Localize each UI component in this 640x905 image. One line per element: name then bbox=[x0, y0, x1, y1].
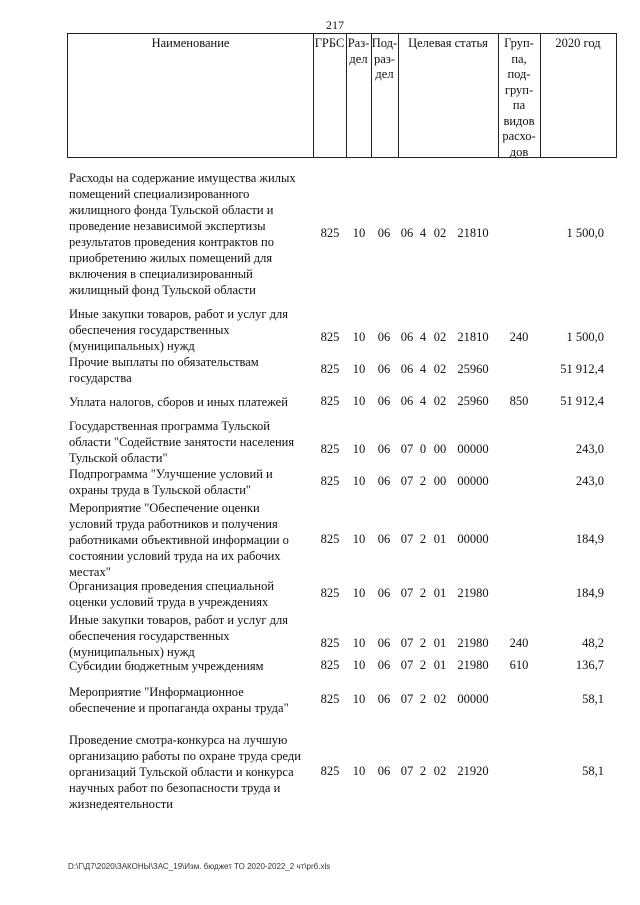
cell-cs2: 2 bbox=[419, 692, 427, 706]
row-name-line: Прочие выплаты по обязательствам bbox=[69, 355, 259, 369]
header-gruppa-line: груп- bbox=[504, 82, 534, 97]
divider bbox=[313, 34, 314, 157]
header-razdel-line: Раз- bbox=[347, 36, 370, 50]
row-name bbox=[69, 500, 314, 580]
header-podrazdel-line: раз- bbox=[374, 51, 395, 66]
table-row bbox=[67, 466, 627, 498]
cell-amount: 184,9 bbox=[575, 586, 604, 600]
row-name-line: (муниципальных) нужд bbox=[69, 339, 195, 353]
row-name-line: помещений специализированного bbox=[69, 187, 250, 201]
cell-grbs: 825 bbox=[320, 692, 340, 706]
cell-cs1: 07 bbox=[400, 532, 414, 546]
cell-cs3: 02 bbox=[433, 330, 447, 344]
cell-amount: 58,1 bbox=[582, 764, 604, 778]
cell-cs2: 4 bbox=[419, 226, 427, 240]
cell-cs2: 2 bbox=[419, 658, 427, 672]
cell-pr: 06 bbox=[377, 474, 391, 488]
cell-grbs: 825 bbox=[320, 474, 340, 488]
cell-vr: 610 bbox=[509, 658, 529, 672]
row-name-line: условий труда работников и получения bbox=[69, 517, 278, 531]
row-name bbox=[69, 684, 314, 716]
cell-amount: 48,2 bbox=[582, 636, 604, 650]
page-number: 217 bbox=[326, 18, 344, 32]
cell-cs1: 07 bbox=[400, 442, 414, 456]
header-name: Наименование bbox=[151, 36, 230, 50]
cell-grbs: 825 bbox=[320, 442, 340, 456]
cell-cs3: 00 bbox=[433, 474, 447, 488]
row-name-line: организаций Тульской области и конкурса bbox=[69, 765, 294, 779]
row-name-line: обеспечения государственных bbox=[69, 629, 230, 643]
cell-cs3: 02 bbox=[433, 764, 447, 778]
header-gruppa-line: Груп- bbox=[504, 36, 534, 50]
cell-cs4: 21980 bbox=[457, 636, 489, 650]
header-grbs: ГРБС bbox=[314, 36, 345, 50]
cell-cs2: 4 bbox=[419, 362, 427, 376]
divider bbox=[398, 34, 399, 157]
cell-pr: 06 bbox=[377, 442, 391, 456]
row-name bbox=[69, 418, 314, 466]
cell-rz: 10 bbox=[352, 394, 366, 408]
row-name-line: Уплата налогов, сборов и иных платежей bbox=[69, 395, 288, 409]
cell-cs3: 02 bbox=[433, 692, 447, 706]
cell-cs3: 01 bbox=[433, 658, 447, 672]
cell-cs1: 07 bbox=[400, 764, 414, 778]
table-row bbox=[67, 612, 627, 660]
header-celevaya: Целевая статья bbox=[408, 36, 488, 50]
table-row bbox=[67, 170, 627, 298]
cell-pr: 06 bbox=[377, 362, 391, 376]
cell-rz: 10 bbox=[352, 636, 366, 650]
row-name-line: Мероприятие "Обеспечение оценки bbox=[69, 501, 260, 515]
cell-cs4: 21810 bbox=[457, 226, 489, 240]
row-name-line: Иные закупки товаров, работ и услуг для bbox=[69, 307, 289, 321]
row-name bbox=[69, 732, 314, 812]
cell-pr: 06 bbox=[377, 330, 391, 344]
table-header bbox=[67, 33, 617, 158]
row-name-line: Расходы на содержание имущества жилых bbox=[69, 171, 296, 185]
cell-grbs: 825 bbox=[320, 330, 340, 344]
cell-cs2: 2 bbox=[419, 532, 427, 546]
header-razdel bbox=[346, 36, 371, 67]
row-name-line: Мероприятие "Информационное bbox=[69, 685, 244, 699]
table-row bbox=[67, 684, 627, 716]
cell-grbs: 825 bbox=[320, 764, 340, 778]
table-row bbox=[67, 732, 627, 812]
cell-cs1: 06 bbox=[400, 330, 414, 344]
cell-grbs: 825 bbox=[320, 394, 340, 408]
cell-cs4: 25960 bbox=[457, 362, 489, 376]
row-name-line: Тульской области" bbox=[69, 451, 168, 465]
table-row bbox=[67, 394, 627, 410]
row-name-line: Государственная программа Тульской bbox=[69, 419, 270, 433]
divider bbox=[540, 34, 541, 157]
cell-cs1: 07 bbox=[400, 586, 414, 600]
row-name-line: Проведение смотра-конкурса на лучшую bbox=[69, 733, 288, 747]
cell-vr: 240 bbox=[509, 636, 529, 650]
row-name-line: приобретению жилых помещений для bbox=[69, 251, 273, 265]
cell-rz: 10 bbox=[352, 474, 366, 488]
row-name bbox=[69, 170, 314, 298]
cell-cs1: 06 bbox=[400, 226, 414, 240]
cell-cs4: 00000 bbox=[457, 692, 489, 706]
cell-grbs: 825 bbox=[320, 658, 340, 672]
cell-cs1: 07 bbox=[400, 636, 414, 650]
cell-pr: 06 bbox=[377, 692, 391, 706]
cell-vr: 240 bbox=[509, 330, 529, 344]
cell-amount: 51 912,4 bbox=[560, 362, 604, 376]
cell-cs1: 07 bbox=[400, 474, 414, 488]
row-name-line: жилищный фонд Тульской области bbox=[69, 283, 256, 297]
row-name-line: проведение независимой экспертизы bbox=[69, 219, 266, 233]
cell-grbs: 825 bbox=[320, 226, 340, 240]
cell-cs1: 06 bbox=[400, 362, 414, 376]
cell-pr: 06 bbox=[377, 658, 391, 672]
cell-cs2: 2 bbox=[419, 474, 427, 488]
cell-amount: 243,0 bbox=[575, 442, 604, 456]
cell-grbs: 825 bbox=[320, 586, 340, 600]
cell-cs3: 02 bbox=[433, 226, 447, 240]
cell-cs2: 4 bbox=[419, 394, 427, 408]
row-name-line: охраны труда в Тульской области" bbox=[69, 483, 252, 497]
cell-cs3: 02 bbox=[433, 394, 447, 408]
row-name-line: организацию работы по охране труда среди bbox=[69, 749, 301, 763]
cell-cs3: 02 bbox=[433, 362, 447, 376]
row-name-line: обеспечение и пропаганда охраны труда" bbox=[69, 701, 289, 715]
row-name bbox=[69, 658, 314, 674]
cell-pr: 06 bbox=[377, 532, 391, 546]
cell-rz: 10 bbox=[352, 586, 366, 600]
header-podrazdel bbox=[371, 36, 398, 83]
header-podrazdel-line: Под- bbox=[371, 36, 398, 50]
table-row bbox=[67, 500, 627, 580]
row-name-line: Подпрограмма "Улучшение условий и bbox=[69, 467, 273, 481]
cell-cs4: 21980 bbox=[457, 586, 489, 600]
cell-cs4: 21920 bbox=[457, 764, 489, 778]
cell-grbs: 825 bbox=[320, 532, 340, 546]
cell-cs3: 00 bbox=[433, 442, 447, 456]
cell-rz: 10 bbox=[352, 330, 366, 344]
row-name-line: обеспечения государственных bbox=[69, 323, 230, 337]
cell-cs2: 0 bbox=[419, 442, 427, 456]
header-gruppa-line: видов bbox=[503, 113, 535, 128]
cell-amount: 1 500,0 bbox=[566, 226, 604, 240]
cell-rz: 10 bbox=[352, 442, 366, 456]
cell-cs1: 07 bbox=[400, 658, 414, 672]
cell-amount: 58,1 bbox=[582, 692, 604, 706]
cell-cs2: 2 bbox=[419, 636, 427, 650]
cell-cs3: 01 bbox=[433, 636, 447, 650]
cell-cs2: 2 bbox=[419, 764, 427, 778]
table-row bbox=[67, 658, 627, 674]
header-gruppa-line: дов bbox=[509, 144, 529, 159]
cell-pr: 06 bbox=[377, 394, 391, 408]
table-row bbox=[67, 354, 627, 386]
file-path-footer: D:\Г\Д7\2020\ЗАКОНЫ\ЗАС_19\Изм. бюджет ТО 2020-2022_2 чт\prб.xls bbox=[68, 862, 331, 871]
header-gruppa-line: под- bbox=[507, 67, 531, 81]
cell-cs2: 2 bbox=[419, 586, 427, 600]
header-gruppa bbox=[498, 36, 540, 160]
row-name bbox=[69, 578, 314, 610]
header-podrazdel-line: дел bbox=[375, 67, 394, 81]
cell-cs4: 00000 bbox=[457, 442, 489, 456]
cell-amount: 136,7 bbox=[575, 658, 604, 672]
cell-rz: 10 bbox=[352, 532, 366, 546]
cell-grbs: 825 bbox=[320, 362, 340, 376]
cell-vr: 850 bbox=[509, 394, 529, 408]
row-name-line: Субсидии бюджетным учреждениям bbox=[69, 659, 264, 673]
cell-cs4: 00000 bbox=[457, 532, 489, 546]
row-name-line: состоянии условий труда на их рабочих bbox=[69, 549, 281, 563]
cell-cs3: 01 bbox=[433, 532, 447, 546]
row-name-line: жилищного фонда Тульской области и bbox=[69, 203, 274, 217]
row-name bbox=[69, 612, 314, 660]
cell-cs2: 4 bbox=[419, 330, 427, 344]
row-name bbox=[69, 466, 314, 498]
cell-amount: 1 500,0 bbox=[566, 330, 604, 344]
cell-amount: 243,0 bbox=[575, 474, 604, 488]
cell-cs4: 21810 bbox=[457, 330, 489, 344]
row-name bbox=[69, 394, 314, 410]
row-name-line: государства bbox=[69, 371, 132, 385]
row-name bbox=[69, 306, 314, 354]
cell-cs4: 25960 bbox=[457, 394, 489, 408]
row-name-line: (муниципальных) нужд bbox=[69, 645, 195, 659]
row-name-line: результатов проведения контрактов по bbox=[69, 235, 274, 249]
header-razdel-line: дел bbox=[349, 51, 368, 66]
header-gruppa-line: расхо- bbox=[502, 129, 536, 143]
cell-rz: 10 bbox=[352, 764, 366, 778]
row-name-line: местах" bbox=[69, 565, 111, 579]
row-name-line: области "Содействие занятости населения bbox=[69, 435, 295, 449]
row-name-line: включения в специализированный bbox=[69, 267, 253, 281]
cell-pr: 06 bbox=[377, 636, 391, 650]
header-gruppa-line: па bbox=[512, 98, 526, 112]
cell-pr: 06 bbox=[377, 586, 391, 600]
cell-pr: 06 bbox=[377, 226, 391, 240]
table-row bbox=[67, 578, 627, 610]
cell-amount: 51 912,4 bbox=[560, 394, 604, 408]
cell-cs1: 07 bbox=[400, 692, 414, 706]
row-name-line: Организация проведения специальной bbox=[69, 579, 275, 593]
cell-pr: 06 bbox=[377, 764, 391, 778]
cell-rz: 10 bbox=[352, 692, 366, 706]
table-row bbox=[67, 418, 627, 466]
row-name-line: жизнедеятельности bbox=[69, 797, 173, 811]
cell-rz: 10 bbox=[352, 658, 366, 672]
row-name-line: работниками объективной информации о bbox=[69, 533, 289, 547]
cell-rz: 10 bbox=[352, 226, 366, 240]
row-name-line: научных работ по безопасности труда и bbox=[69, 781, 281, 795]
row-name-line: Иные закупки товаров, работ и услуг для bbox=[69, 613, 289, 627]
row-name bbox=[69, 354, 314, 386]
cell-cs4: 21980 bbox=[457, 658, 489, 672]
cell-cs1: 06 bbox=[400, 394, 414, 408]
header-year: 2020 год bbox=[555, 36, 601, 50]
cell-cs4: 00000 bbox=[457, 474, 489, 488]
cell-cs3: 01 bbox=[433, 586, 447, 600]
cell-amount: 184,9 bbox=[575, 532, 604, 546]
header-gruppa-line: па, bbox=[511, 51, 527, 66]
row-name-line: оценки условий труда в учреждениях bbox=[69, 595, 269, 609]
cell-rz: 10 bbox=[352, 362, 366, 376]
table-row bbox=[67, 306, 627, 354]
cell-grbs: 825 bbox=[320, 636, 340, 650]
